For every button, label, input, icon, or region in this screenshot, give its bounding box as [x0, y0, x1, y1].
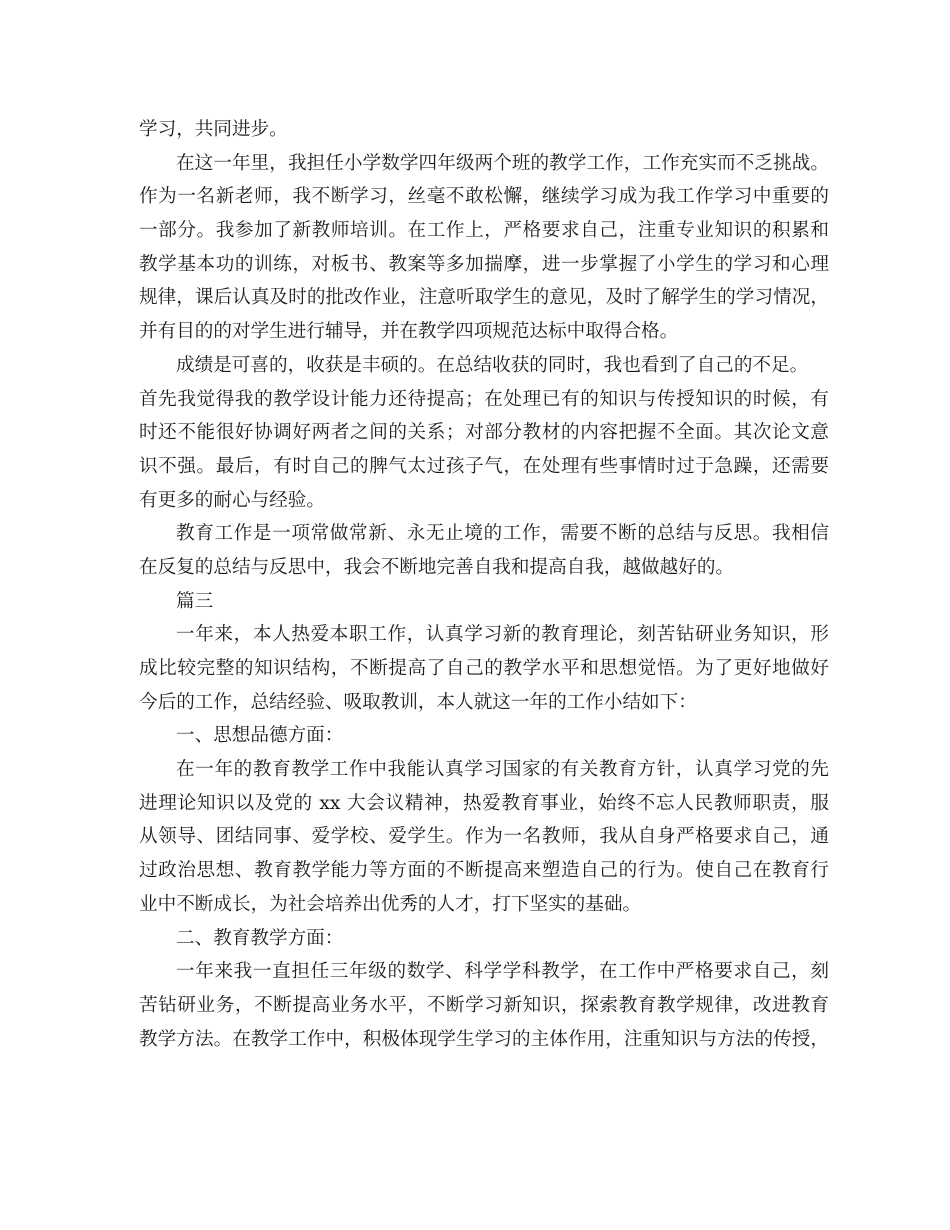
text-line-26: 一年来我一直担任三年级的数学、科学学科教学，在工作中严格要求自己，刻 — [176, 961, 829, 983]
text-line-2: 在这一年里，我担任小学数学四年级两个班的教学工作，工作充实而不乏挑战。 — [176, 152, 829, 174]
text-line-16: 一年来，本人热爱本职工作，认真学习新的教育理论，刻苦钻研业务知识，形 — [176, 624, 829, 646]
text-line-9: 首先我觉得我的教学设计能力还待提高；在处理已有的知识与传授知识的时候，有 — [139, 388, 829, 410]
text-line-17: 成比较完整的知识结构，不断提高了自己的教学水平和思想觉悟。为了更好地做好 — [139, 658, 829, 679]
text-line-7: 并有目的的对学生进行辅导，并在教学四项规范达标中取得合格。 — [139, 321, 679, 343]
text-line-14: 在反复的总结与反思中，我会不断地完善自我和提高自我，越做越好的。 — [139, 556, 735, 578]
document-body — [139, 113, 829, 1056]
text-line-18: 今后的工作，总结经验、吸取教训，本人就这一年的工作小结如下： — [139, 691, 697, 713]
text-line-1: 学习，共同进步。 — [139, 119, 288, 140]
text-line-23: 过政治思想、教育教学能力等方面的不断提高来塑造自己的行为。使自己在教育行 — [139, 860, 829, 882]
text-line-28: 教学方法。在教学工作中，积极体现学生学习的主体作用，注重知识与方法的传授， — [139, 1028, 829, 1050]
text-line-4: 一部分。我参加了新教师培训。在工作上，严格要求自己，注重专业知识的积累和 — [139, 220, 829, 242]
text-line-8: 成绩是可喜的，收获是丰硕的。在总结收获的同时，我也看到了自己的不足。 — [176, 354, 809, 376]
section-heading-pian-san: 篇三 — [176, 590, 214, 612]
text-line-20: 在一年的教育教学工作中我能认真学习国家的有关教育方针，认真学习党的先 — [176, 759, 829, 781]
text-line-5: 教学基本功的训练，对板书、教案等多加揣摩，进一步掌握了小学生的学习和心理 — [139, 253, 829, 275]
subheading-moral-character: 一、思想品德方面： — [176, 725, 344, 747]
text-line-21: 进理论知识以及党的 xx 大会议精神，热爱教育事业，始终不忘人民教师职责，服 — [139, 792, 829, 814]
text-line-22: 从领导、团结同事、爱学校、爱学生。作为一名教师，我从自身严格要求自己，通 — [139, 826, 829, 848]
subheading-teaching: 二、教育教学方面： — [176, 927, 344, 949]
text-line-12: 有更多的耐心与经验。 — [139, 489, 325, 511]
text-line-3: 作为一名新老师，我不断学习，丝毫不敢松懈，继续学习成为我工作学习中重要的 — [139, 186, 829, 208]
text-line-27: 苦钻研业务，不断提高业务水平，不断学习新知识，探索教育教学规律，改进教育 — [139, 994, 829, 1016]
text-line-10: 时还不能很好协调好两者之间的关系；对部分教材的内容把握不全面。其次论文意 — [139, 422, 829, 444]
text-line-24: 业中不断成长，为社会培养出优秀的人才，打下坚实的基础。 — [139, 893, 642, 915]
text-line-6: 规律，课后认真及时的批改作业，注意听取学生的意见，及时了解学生的学习情况， — [139, 287, 829, 309]
text-line-11: 识不强。最后，有时自己的脾气太过孩子气，在处理有些事情时过于急躁，还需要 — [139, 455, 829, 477]
text-line-13: 教育工作是一项常做常新、永无止境的工作，需要不断的总结与反思。我相信 — [176, 523, 829, 545]
